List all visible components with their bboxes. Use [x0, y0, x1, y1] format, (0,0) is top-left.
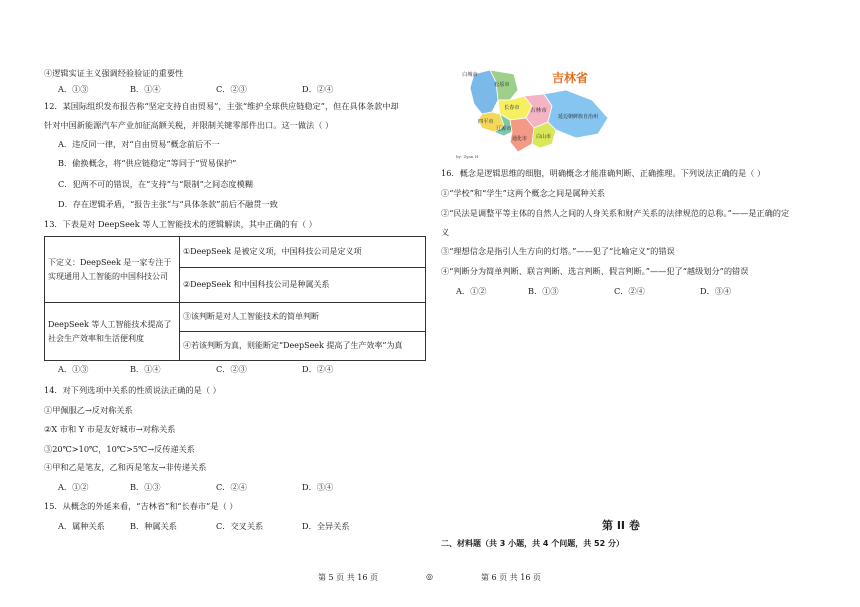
q11-item-4: ④逻辑实证主义强调经验验证的重要性 — [44, 68, 184, 78]
section-title: 第 II 卷 — [602, 519, 640, 532]
q14-item-2: ②X 市和 Y 市是友好城市→对称关系 — [44, 424, 176, 434]
option-c[interactable]: C．②③ — [216, 84, 247, 94]
map-label-yanbian: 延边朝鲜族自治州 — [558, 114, 599, 120]
table-cell-item-2: ②DeepSeek 和中国科技公司是种属关系 — [180, 268, 426, 303]
map-credit: by: Zyan H — [456, 154, 479, 159]
q13-stem: 13．下表是对 DeepSeek 等人工智能技术的逻辑解读，其中正确的有（ ） — [44, 219, 317, 229]
option-a[interactable]: A．①② — [58, 482, 89, 492]
q12-option-d[interactable]: D．存在逻辑矛盾，“报告主张”与“具体条款”前后不融贯一致 — [58, 199, 278, 209]
q16-options — [456, 286, 731, 297]
option-b[interactable]: B．①④ — [130, 364, 161, 374]
section-heading: 二、材料题（共 3 小题，共 4 个问题，共 52 分） — [441, 539, 624, 548]
option-d[interactable]: D．③④ — [302, 482, 334, 492]
option-d[interactable]: D．③④ — [700, 286, 732, 296]
q12-option-c[interactable]: C．犯两不可的错误，在“支持”与“限制”之间态度模糊 — [58, 179, 253, 189]
map-label-tonghua: 通化市 — [512, 136, 528, 142]
map-label-songyuan: 松原市 — [494, 82, 510, 88]
map-label-jilin: 吉林市 — [530, 108, 547, 114]
q12-stem-line2: 针对中国新能源汽车产业加征高额关税，并限制关键零部件出口。这一做法（ ） — [44, 120, 334, 130]
jilin-province-map — [452, 60, 622, 162]
map-label-baishan: 白山市 — [536, 134, 552, 140]
map-region-tonghua — [510, 118, 534, 152]
option-b[interactable]: B．①③ — [130, 482, 161, 492]
q16-item-1: ①“学校”和“学生”这两个概念之间是属种关系 — [441, 188, 606, 198]
option-a[interactable]: A．①③ — [58, 84, 89, 94]
footer-mark: ◎ — [426, 572, 433, 581]
map-label-liaoyuan: 辽源市 — [496, 126, 512, 132]
option-b[interactable]: B．①④ — [130, 84, 161, 94]
map-label-siping: 四平市 — [478, 119, 494, 125]
option-d[interactable]: D．②④ — [302, 364, 334, 374]
q12-stem-line1: 12．某国际组织发布报告称“坚定支持自由贸易”，主张“维护全球供应链稳定”，但在具体条款中却 — [44, 101, 399, 111]
q14-item-3: ③20℃>10℃，10℃>5℃→反传递关系 — [44, 444, 195, 454]
option-d[interactable]: D．②④ — [302, 84, 334, 94]
option-c[interactable]: C．交叉关系 — [216, 521, 264, 531]
option-c[interactable]: C．②③ — [216, 364, 247, 374]
q16-item-3: ③“理想信念是指引人生方向的灯塔。”——犯了“比喻定义”的错误 — [441, 246, 675, 256]
q13-table — [44, 236, 426, 361]
map-label-baicheng: 白城市 — [462, 72, 478, 78]
option-a[interactable]: A．属种关系 — [58, 521, 105, 531]
option-d[interactable]: D．全异关系 — [302, 521, 350, 531]
footer-right-page: 第 6 页 共 16 页 — [481, 573, 541, 582]
map-label-changchun: 长春市 — [504, 105, 520, 111]
q16-stem: 16．概念是逻辑思维的细胞，明确概念才能准确判断、正确推理。下列说法正确的是（ ） — [441, 168, 766, 178]
q15-stem: 15．从概念的外延来看，“吉林省”和“长春市”是（ ） — [44, 501, 238, 511]
q14-item-4: ④甲和乙是笔友，乙和丙是笔友→非传递关系 — [44, 462, 207, 472]
q14-item-1: ①甲佩服乙→反对称关系 — [44, 405, 133, 415]
table-cell-item-1: ①DeepSeek 是被定义项，中国科技公司是定义项 — [180, 237, 426, 268]
option-a[interactable]: A．①③ — [58, 364, 89, 374]
q11-options — [58, 84, 333, 95]
option-b[interactable]: B．①③ — [528, 286, 559, 296]
table-cell-definition: 下定义：DeepSeek 是一家专注于实现通用人工智能的中国科技公司 — [45, 237, 180, 303]
q16-item-2: ②“民法是调整平等主体的自然人之间的人身关系和财产关系的法律规范的总称。”——是正确的定 — [441, 208, 790, 218]
q16-item-4: ④“判断分为简单判断、联言判断、选言判断、假言判断。”——犯了“越级划分”的错误 — [441, 266, 749, 276]
option-a[interactable]: A．①② — [456, 286, 487, 296]
q15-options — [58, 521, 350, 532]
q14-stem: 14．对下列选项中关系的性质说法正确的是（ ） — [44, 385, 221, 395]
option-c[interactable]: C．②④ — [614, 286, 645, 296]
footer-left-page: 第 5 页 共 16 页 — [318, 573, 378, 582]
q14-options — [58, 482, 333, 493]
table-cell-item-3: ③该判断是对人工智能技术的简单判断 — [180, 303, 426, 332]
option-c[interactable]: C．②④ — [216, 482, 247, 492]
q12-option-b[interactable]: B．偷换概念，将“供应链稳定”等同于“贸易保护” — [58, 158, 237, 168]
map-title: 吉林省 — [552, 71, 589, 85]
option-b[interactable]: B．种属关系 — [130, 521, 177, 531]
table-cell-item-4: ④若该判断为真，则能断定“DeepSeek 提高了生产效率”为真 — [180, 332, 426, 361]
table-cell-judgment: DeepSeek 等人工智能技术提高了社会生产效率和生活便利度 — [45, 303, 180, 361]
q12-option-a[interactable]: A．违反同一律，对“自由贸易”概念前后不一 — [58, 139, 220, 149]
q13-options — [58, 364, 333, 375]
q16-item-2-cont: 义 — [441, 227, 450, 237]
